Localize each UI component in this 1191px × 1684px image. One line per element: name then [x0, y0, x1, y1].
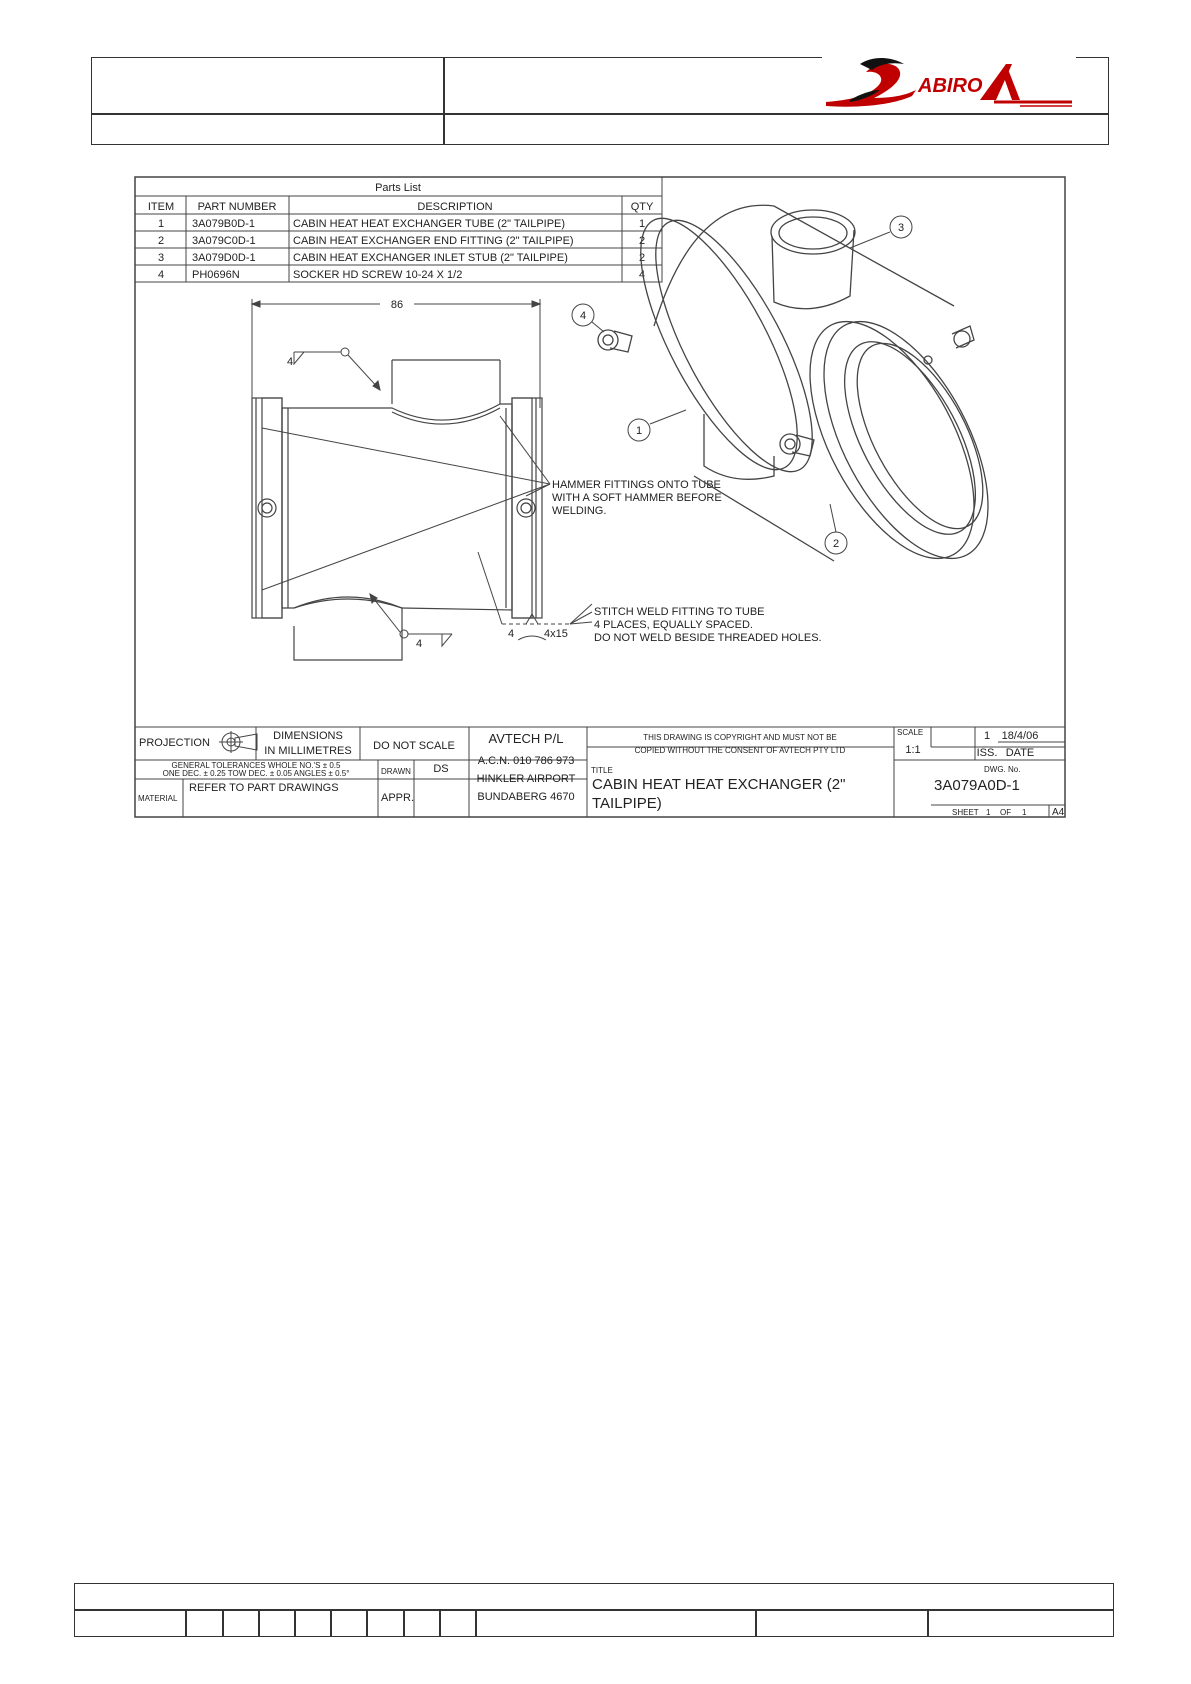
title-label: TITLE — [591, 766, 613, 775]
footer-cell-divider — [439, 1609, 441, 1637]
issue-label: ISS. — [976, 747, 998, 759]
col-item: ITEM — [147, 201, 175, 213]
drawing-title-line-2: TAILPIPE) — [592, 795, 662, 812]
balloon-4-label: 4 — [579, 310, 587, 322]
hammer-note-line-1: HAMMER FITTINGS ONTO TUBE — [552, 479, 721, 491]
parts-list — [135, 177, 662, 282]
parts-list-title: Parts List — [375, 182, 421, 194]
footer-cell-divider — [185, 1609, 187, 1637]
header-block — [91, 57, 1109, 145]
stitch-note-line-3: DO NOT WELD BESIDE THREADED HOLES. — [594, 632, 822, 644]
row2-item: 2 — [157, 235, 165, 247]
hammer-note-line-3: WELDING. — [552, 505, 607, 517]
date-value: 18/4/06 — [1001, 730, 1039, 742]
hammer-note-line-2: WITH A SOFT HAMMER BEFORE — [552, 492, 722, 504]
footer-cell-divider — [222, 1609, 224, 1637]
copyright-line-1: THIS DRAWING IS COPYRIGHT AND MUST NOT BE — [643, 733, 837, 742]
sabiro-logo — [820, 56, 1076, 112]
footer-divider-horizontal — [75, 1609, 1113, 1611]
stitch-note-line-2: 4 PLACES, EQUALLY SPACED. — [594, 619, 753, 631]
stitch-note-line-1: STITCH WELD FITTING TO TUBE — [594, 606, 765, 618]
weld-bottom-left-size: 4 — [416, 638, 423, 650]
footer-block — [74, 1583, 1114, 1637]
weld-stitch-spec: 4x15 — [544, 628, 568, 640]
row3-desc: CABIN HEAT EXCHANGER INLET STUB (2" TAILPIPE) — [293, 252, 568, 264]
projection-label: PROJECTION — [139, 737, 210, 749]
projection-symbol-icon — [219, 731, 257, 753]
date-label: DATE — [1005, 747, 1035, 759]
row2-qty: 2 — [638, 235, 646, 247]
scale-value: 1:1 — [905, 744, 921, 756]
scale-label: SCALE — [897, 728, 924, 737]
footer-cell-divider — [258, 1609, 260, 1637]
footer-cell-divider — [927, 1609, 929, 1637]
address-line-2: BUNDABERG 4670 — [477, 791, 575, 803]
col-description: DESCRIPTION — [417, 201, 493, 213]
of-label: OF — [1000, 808, 1012, 817]
footer-cell-divider — [366, 1609, 368, 1637]
paper-size: A4 — [1052, 807, 1065, 818]
footer-cell-divider — [755, 1609, 757, 1637]
balloon-1-label: 1 — [635, 425, 643, 437]
do-not-scale: DO NOT SCALE — [373, 740, 455, 752]
row1-qty: 1 — [638, 218, 646, 230]
weld-symbol-top — [294, 348, 380, 390]
weld-top-size: 4 — [287, 356, 294, 368]
dwg-number: 3A079A0D-1 — [934, 777, 1020, 794]
balloon-4 — [572, 304, 604, 332]
footer-cell-divider — [403, 1609, 405, 1637]
row4-part: PH0696N — [192, 269, 240, 281]
issue-value: 1 — [983, 730, 991, 742]
sheet-total: 1 — [1022, 808, 1027, 817]
row4-qty: 4 — [638, 269, 646, 281]
dwg-no-label: DWG. No. — [984, 765, 1021, 774]
company-name: AVTECH P/L — [488, 731, 564, 746]
header-divider-vertical — [443, 58, 445, 144]
hammer-note-leaders — [262, 416, 550, 590]
row1-part: 3A079B0D-1 — [192, 218, 255, 230]
row4-desc: SOCKER HD SCREW 10-24 X 1/2 — [293, 269, 463, 281]
row2-part: 3A079C0D-1 — [192, 235, 256, 247]
row2-desc: CABIN HEAT EXCHANGER END FITTING (2" TAILPIPE) — [293, 235, 574, 247]
approved-label: APPR. — [381, 792, 415, 804]
drawn-label: DRAWN — [381, 767, 411, 776]
company-acn: A.C.N. 010 786 973 — [477, 755, 575, 767]
drawing-title-line-1: CABIN HEAT HEAT EXCHANGER (2" — [592, 776, 846, 793]
dimension-86-text: 86 — [390, 299, 404, 311]
material-value: REFER TO PART DRAWINGS — [189, 782, 339, 794]
col-part-number: PART NUMBER — [197, 201, 277, 213]
row3-qty: 2 — [638, 252, 646, 264]
address-line-1: HINKLER AIRPORT — [476, 773, 576, 785]
logo-text: ABIRO — [918, 75, 983, 97]
footer-cell-divider — [330, 1609, 332, 1637]
hammer-note — [552, 479, 722, 517]
row3-part: 3A079D0D-1 — [192, 252, 256, 264]
footer-cell-divider — [475, 1609, 477, 1637]
row4-item: 4 — [157, 269, 165, 281]
weld-symbol-stitch — [478, 552, 592, 640]
drawn-by: DS — [433, 763, 449, 775]
title-block-text — [138, 728, 1065, 818]
dimensions-line-1: DIMENSIONS — [273, 730, 343, 742]
engineering-drawing — [134, 176, 1066, 818]
sheet-label: SHEET — [952, 808, 979, 817]
col-qty: QTY — [630, 201, 654, 213]
weld-stitch-size: 4 — [508, 628, 515, 640]
tolerances-line-2: ONE DEC. ± 0.25 TOW DEC. ± 0.05 ANGLES ± 0.5° — [162, 769, 350, 778]
row1-desc: CABIN HEAT HEAT EXCHANGER TUBE (2" TAILPIPE) — [293, 218, 566, 230]
stitch-note — [594, 606, 822, 644]
copyright-line-2: COPIED WITHOUT THE CONSENT OF AVTECH PTY LTD — [634, 746, 846, 755]
dimension-86 — [252, 299, 540, 408]
tolerances-line-1: GENERAL TOLERANCES WHOLE NO.'S ± 0.5 — [171, 761, 341, 770]
row3-item: 3 — [157, 252, 165, 264]
material-label: MATERIAL — [138, 794, 178, 803]
sheet-number: 1 — [986, 808, 991, 817]
row1-item: 1 — [157, 218, 165, 230]
balloon-3-label: 3 — [897, 222, 905, 234]
header-divider-horizontal — [92, 113, 1108, 115]
balloon-2-label: 2 — [832, 538, 840, 550]
footer-cell-divider — [294, 1609, 296, 1637]
dimensions-line-2: IN MILLIMETRES — [264, 745, 352, 757]
